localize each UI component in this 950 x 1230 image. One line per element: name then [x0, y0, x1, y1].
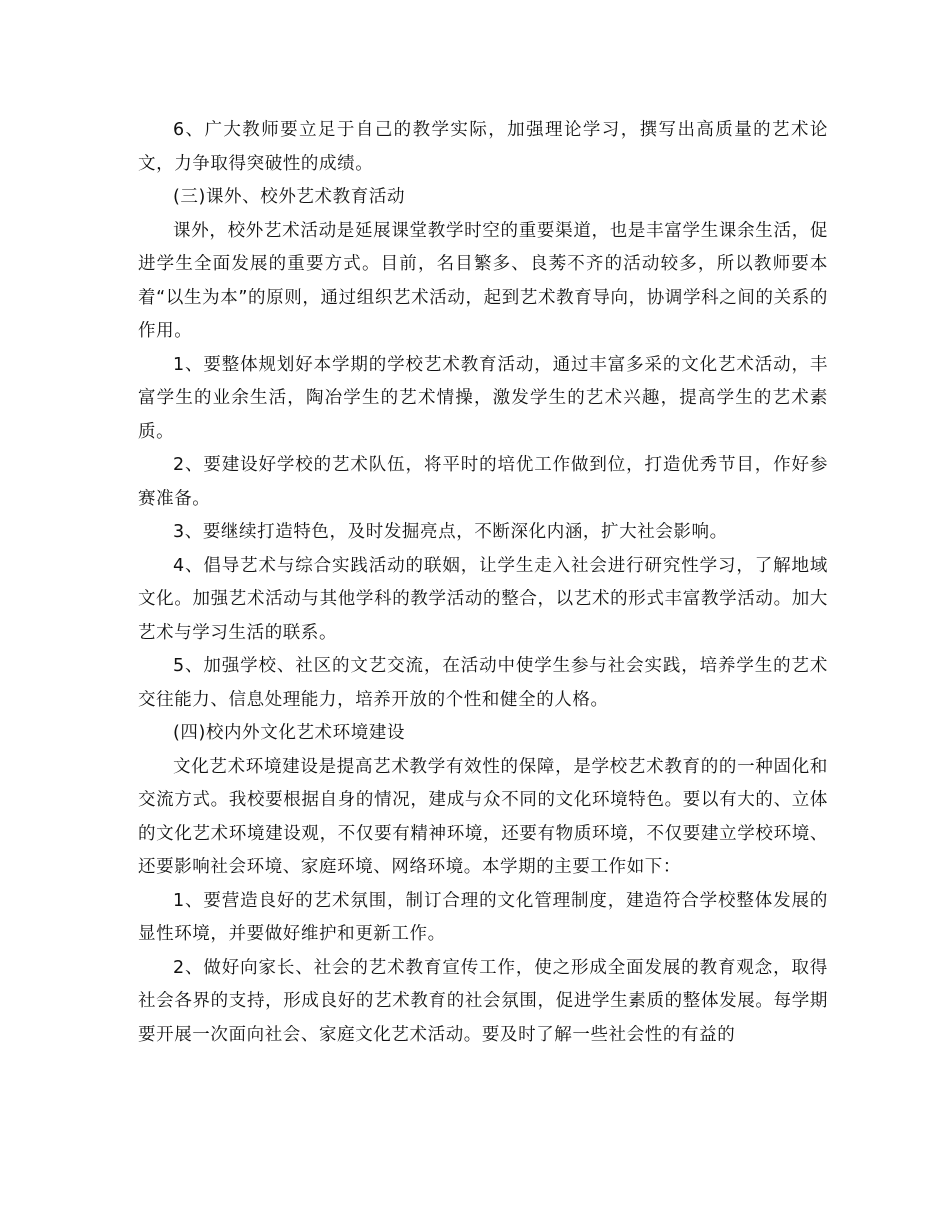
paragraph: 2、要建设好学校的艺术队伍，将平时的培优工作做到位，打造优秀节目，作好参赛准备。: [138, 455, 828, 509]
document-body: [138, 114, 828, 1052]
paragraph: 1、要营造良好的艺术氛围，制订合理的文化管理制度，建造符合学校整体发展的显性环境，并要做好维护和更新工作。: [138, 890, 828, 944]
paragraph: 3、要继续打造特色，及时发掘亮点，不断深化内涵，扩大社会影响。: [173, 522, 728, 542]
section-heading: (三)课外、校外艺术教育活动: [173, 187, 406, 207]
paragraph: 2、做好向家长、社会的艺术教育宣传工作，使之形成全面发展的教育观念，取得社会各界的支持，形成良好的艺术教育的社会氛围，促进学生素质的整体发展。每学期要开展一次面向社会、家庭文化艺术活动。要及时了解一些社会性的有益的: [138, 957, 828, 1045]
paragraph: 5、加强学校、社区的文艺交流，在活动中使学生参与社会实践，培养学生的艺术交往能力、信息处理能力，培养开放的个性和健全的人格。: [138, 656, 828, 710]
paragraph: 1、要整体规划好本学期的学校艺术教育活动，通过丰富多采的文化艺术活动，丰富学生的业余生活，陶冶学生的艺术情操，激发学生的艺术兴趣，提高学生的艺术素质。: [138, 354, 828, 442]
paragraph: 文化艺术环境建设是提高艺术教学有效性的保障，是学校艺术教育的的一种固化和交流方式。我校要根据自身的情况，建成与众不同的文化环境特色。要以有大的、立体的文化艺术环境建设观，不仅要有精神环境，还要有物质环境，不仅要建立学校环境、还要影响社会环境、家庭环境、网络环境。本学期的主要工作如下：: [138, 756, 828, 877]
section-heading: (四)校内外文化艺术环境建设: [173, 723, 406, 743]
paragraph: 课外，校外艺术活动是延展课堂教学时空的重要渠道，也是丰富学生课余生活，促进学生全面发展的重要方式。目前，名目繁多、良莠不齐的活动较多，所以教师要本着“以生为本”的原则，通过组织艺术活动，起到艺术教育导向，协调学科之间的关系的作用。: [138, 220, 828, 341]
paragraph: 4、倡导艺术与综合实践活动的联姻，让学生走入社会进行研究性学习，了解地域文化。加强艺术活动与其他学科的教学活动的整合，以艺术的形式丰富教学活动。加大艺术与学习生活的联系。: [138, 555, 828, 643]
paragraph: 6、广大教师要立足于自己的教学实际，加强理论学习，撰写出高质量的艺术论文，力争取得突破性的成绩。: [138, 120, 828, 174]
